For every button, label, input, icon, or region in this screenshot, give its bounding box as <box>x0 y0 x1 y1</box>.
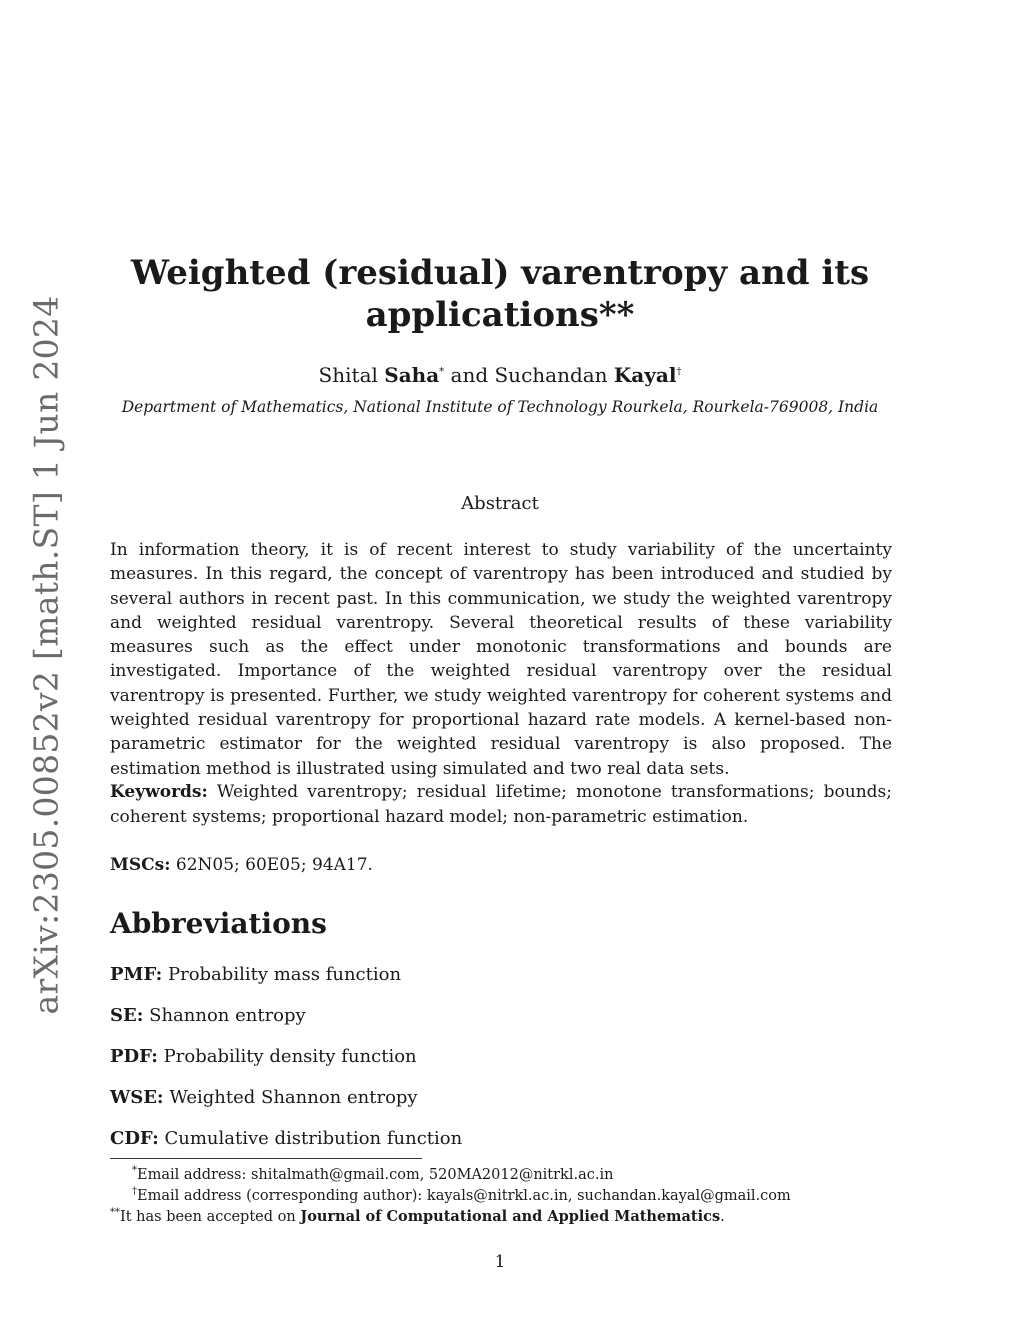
author-1-given-name: Shital <box>318 363 378 387</box>
abstract-body: In information theory, it is of recent interest to study variability of the uncertainty measures. In this regard, the concept of varentropy has been introduced and studied by several authors in recent past. In this communication, we study the weighted varentropy and weighted residual varentropy. Several theoretical results of these variability measures such as the effect under monotonic transformations and bounds are investigated. Importance of the weighted residual varentropy over the residual varentropy is presented. Further, we study weighted varentropy for coherent systems and weighted residual varentropy for proportional hazard rate models. A kernel-based non-parametric estimator for the weighted residual varentropy is also proposed. The estimation method is illustrated using simulated and two real data sets. <box>110 540 892 779</box>
abbreviation-definition: Weighted Shannon entropy <box>169 1087 418 1108</box>
author-2-family-name: Kayal <box>613 363 677 387</box>
keywords-label: Keywords: <box>110 782 208 802</box>
abbreviation-item-pdf <box>110 1046 417 1067</box>
abbreviation-definition: Shannon entropy <box>149 1005 306 1026</box>
footnote-2-text: Email address (corresponding author): kayals@nitrkl.ac.in, suchandan.kayal@gmail.com <box>137 1187 791 1204</box>
abbreviation-item-se <box>110 1005 306 1026</box>
footnote-divider <box>110 1158 422 1159</box>
paper-title: Weighted (residual) varentropy and its applications** <box>130 253 870 335</box>
abbreviation-item-pmf <box>110 964 401 985</box>
author-connector: and <box>450 363 489 387</box>
footnote-3-text: It has been accepted on <box>120 1208 296 1225</box>
footnote-1-text: Email address: shitalmath@gmail.com, 520MA2012@nitrkl.ac.in <box>137 1166 614 1183</box>
mscs-paragraph <box>110 853 892 878</box>
footnote-3 <box>110 1203 725 1227</box>
page-number: 1 <box>494 1252 506 1272</box>
affiliation: Department of Mathematics, National Institute of Technology Rourkela, Rourkela-769008, India <box>121 398 879 416</box>
abbreviation-term: PDF: <box>110 1046 158 1067</box>
abbreviation-item-cdf <box>110 1128 462 1149</box>
author-2-footnote-mark: † <box>676 366 682 378</box>
abbreviation-term: PMF: <box>110 964 163 985</box>
abbreviation-term: CDF: <box>110 1128 159 1149</box>
footnote-3-journal: Journal of Computational and Applied Mathematics <box>300 1207 721 1225</box>
mscs-text: 62N05; 60E05; 94A17. <box>175 855 373 875</box>
author-2-given-name: Suchandan <box>494 363 608 387</box>
arxiv-identifier: arXiv:2305.00852v2 [math.ST] 1 Jun 2024 <box>26 295 66 1015</box>
arxiv-sidebar-stamp <box>26 295 66 1015</box>
abbreviation-definition: Probability density function <box>163 1046 417 1067</box>
abbreviations-heading: Abbreviations <box>110 907 327 940</box>
footnote-3-mark: ** <box>110 1207 120 1218</box>
abbreviation-definition: Probability mass function <box>167 964 402 985</box>
mscs-label: MSCs: <box>110 855 171 875</box>
abbreviation-term: SE: <box>110 1005 144 1026</box>
abbreviation-item-wse <box>110 1087 418 1108</box>
abstract-heading: Abstract <box>461 493 539 514</box>
author-1-family-name: Saha <box>384 363 440 387</box>
keywords-text: Weighted varentropy; residual lifetime; monotone transformations; bounds; coherent systems; proportional hazard model; non-parametric estimation. <box>110 782 892 827</box>
footnote-3-end: . <box>720 1208 725 1225</box>
abbreviation-term: WSE: <box>110 1087 164 1108</box>
abbreviation-definition: Cumulative distribution function <box>164 1128 463 1149</box>
keywords-paragraph <box>110 780 892 829</box>
footnote-1-mark: * <box>132 1165 137 1176</box>
author-line <box>110 363 890 387</box>
author-1-footnote-mark: * <box>439 366 445 378</box>
footnote-2-mark: † <box>132 1186 137 1197</box>
